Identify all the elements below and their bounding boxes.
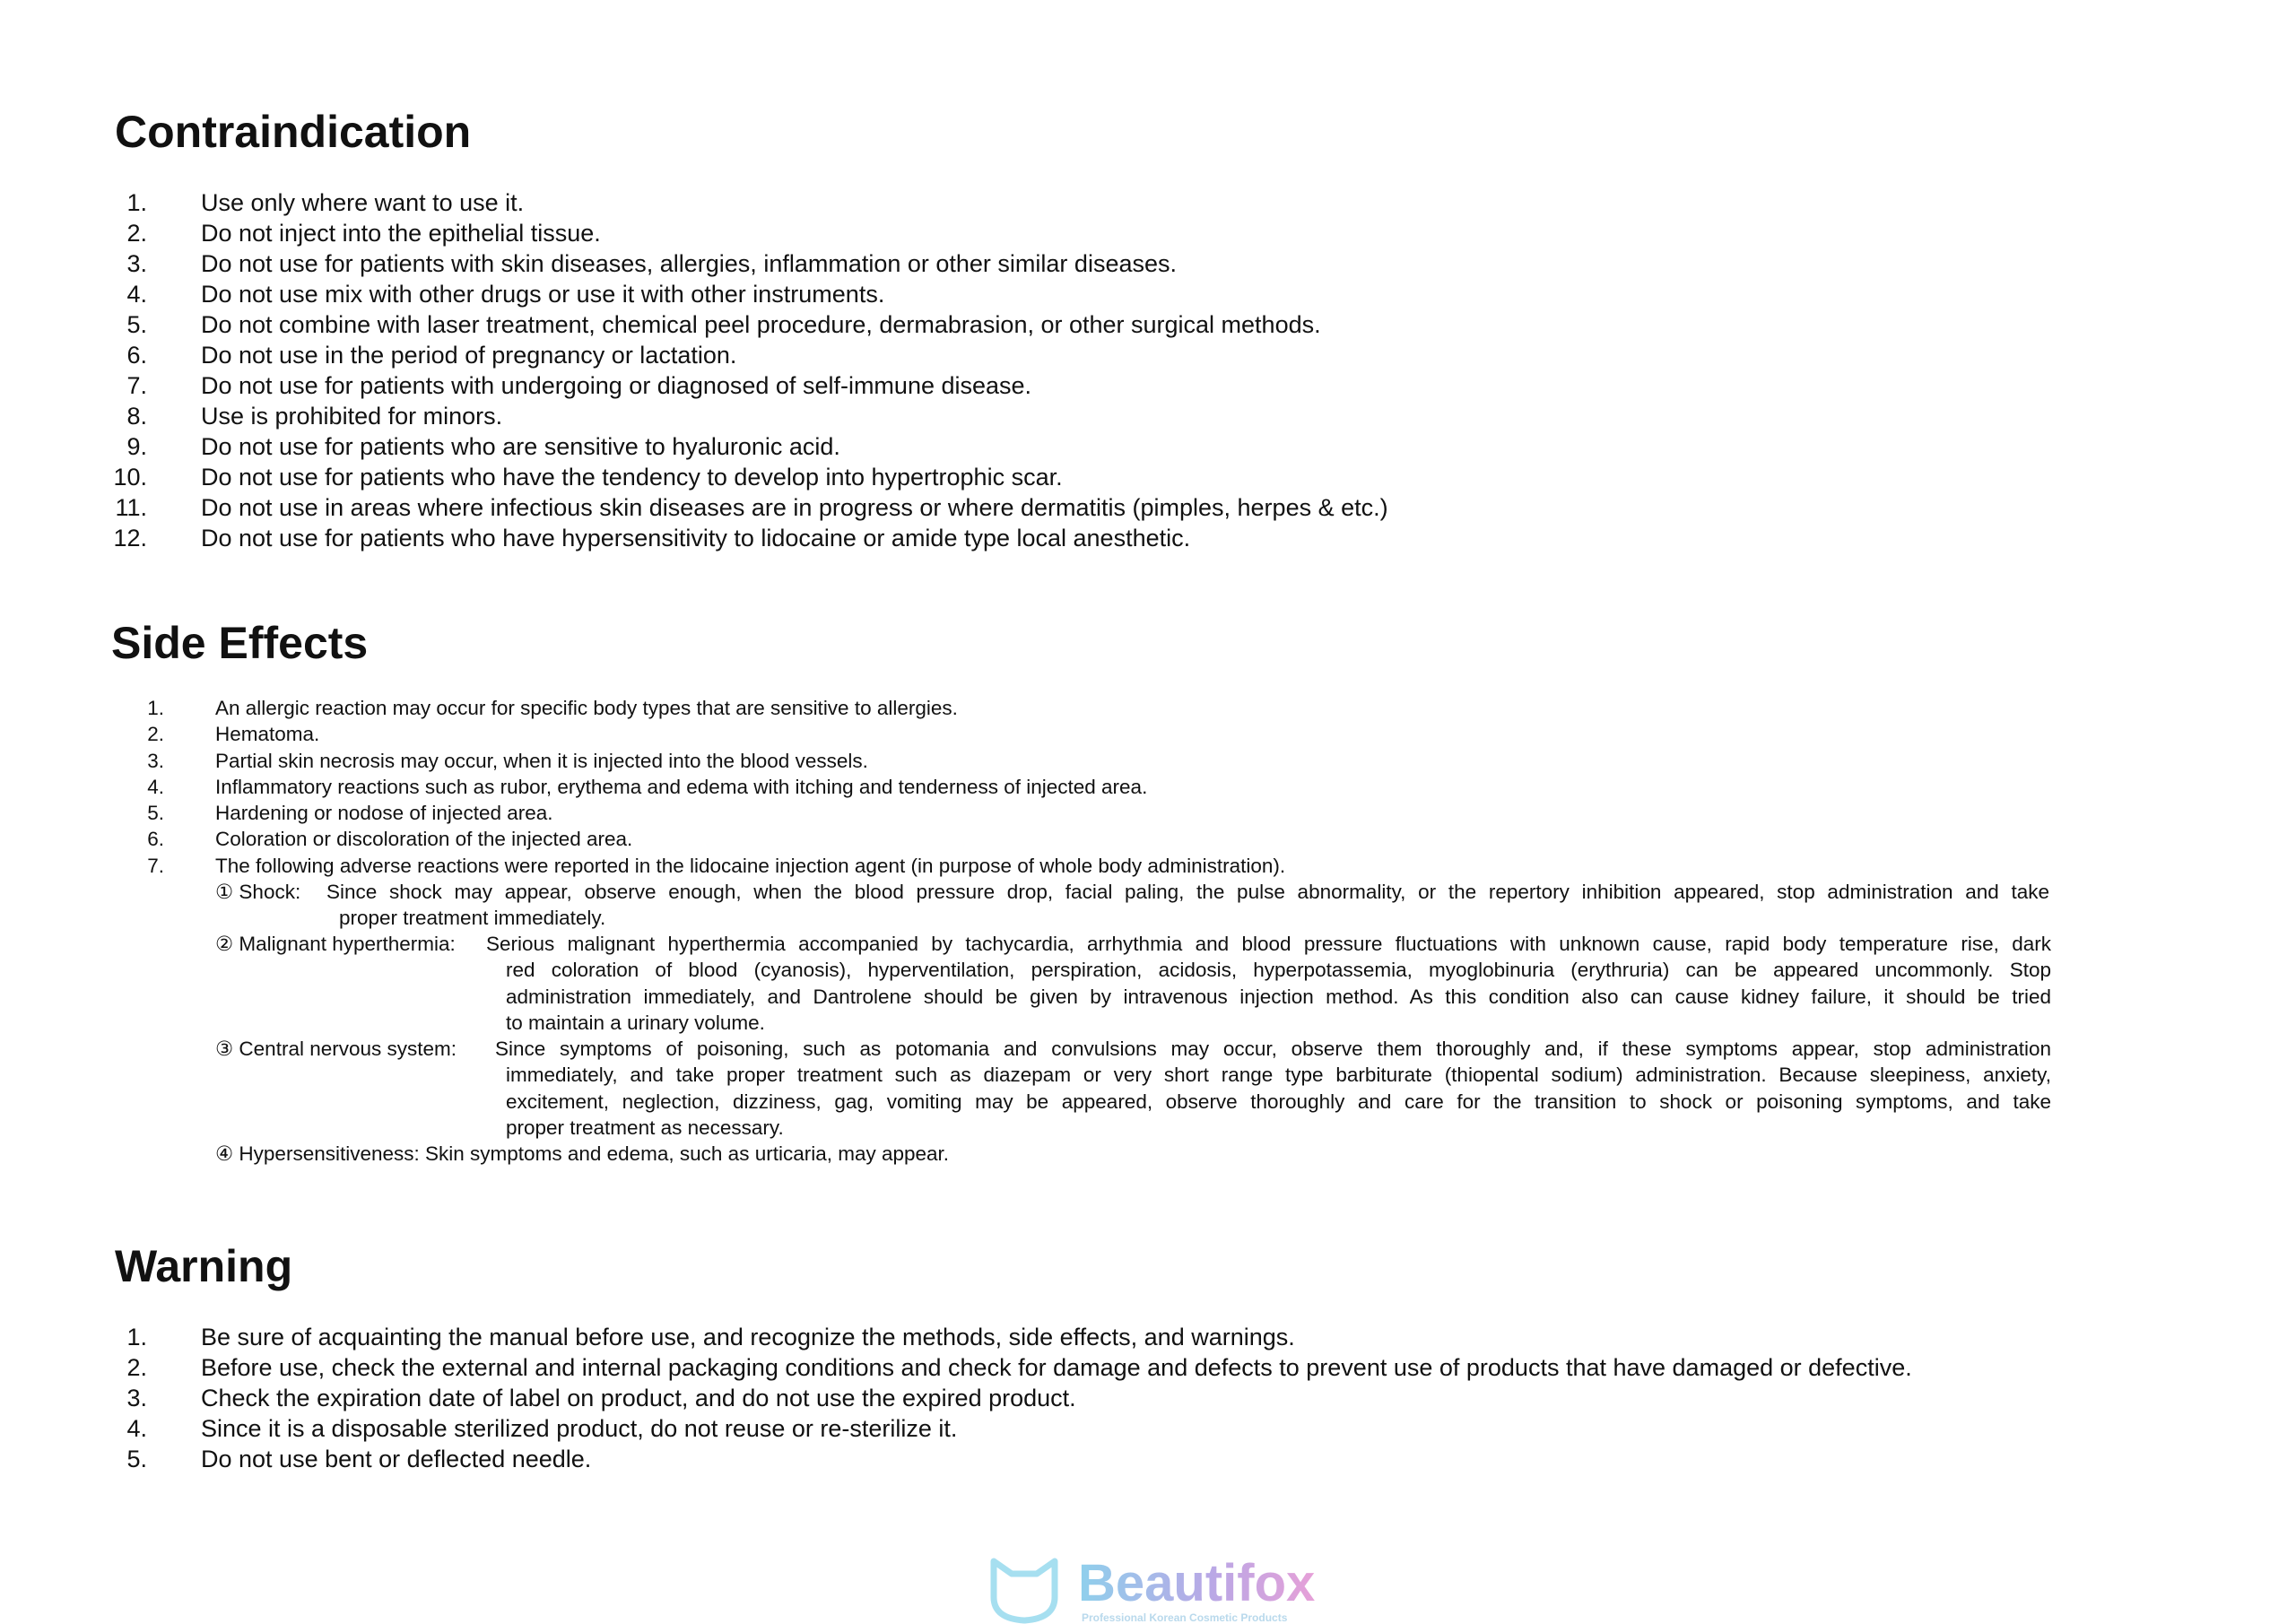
- side-effects-title: Side Effects: [111, 618, 369, 668]
- item-text: Hematoma.: [215, 723, 320, 746]
- item-text: Do not combine with laser treatment, chemical peel procedure, dermabrasion, or other surgical methods.: [201, 311, 1321, 338]
- sub-item-line: immediately, and take proper treatment such as diazepam or very short range type barbiturate (thiopental sodium) administration. Because sleepiness, anxiety,: [506, 1064, 2051, 1087]
- item-text: Do not use for patients with undergoing or diagnosed of self-immune disease.: [201, 372, 1032, 399]
- sub-item-line: red coloration of blood (cyanosis), hyperventilation, perspiration, acidosis, hyperpotassemia, myoglobinuria (erythruria) can be appeared uncommonly. Stop: [506, 959, 2051, 982]
- sub-item-line: administration immediately, and Dantrolene should be given by intravenous injection method. As this condition also can cause kidney failure, it should be tried: [506, 985, 2051, 1008]
- item-text: Check the expiration date of label on product, and do not use the expired product.: [201, 1385, 1076, 1411]
- item-number: 3.: [126, 1385, 147, 1411]
- sub-item-line: Since shock may appear, observe enough, when the blood pressure drop, facial paling, the pulse abnormality, or the repertory inhibition appeared, stop administration and take: [326, 881, 2049, 903]
- item-text: Before use, check the external and internal packaging conditions and check for damage and defects to prevent use of products that have damaged or defective.: [201, 1354, 1912, 1381]
- brand-name: Beautifox: [1078, 1554, 1316, 1612]
- sub-item-shock: [215, 879, 2049, 932]
- item-number: 4.: [126, 281, 147, 308]
- sub-item-line: excitement, neglection, dizziness, gag, vomiting may be appeared, observe thoroughly and care for the transition to shock or poisoning symptoms, and take: [506, 1090, 2051, 1113]
- item-text: Do not use in the period of pregnancy or lactation.: [201, 342, 737, 369]
- item-text: Do not inject into the epithelial tissue.: [201, 220, 601, 247]
- item-text: Hardening or nodose of injected area.: [215, 802, 553, 825]
- item-text: Do not use mix with other drugs or use it with other instruments.: [201, 281, 885, 308]
- item-number: 1.: [126, 189, 147, 216]
- item-text: Do not use for patients who are sensitive to hyaluronic acid.: [201, 433, 840, 460]
- item-number: 11.: [115, 494, 147, 521]
- sub-item-malignant-hyperthermia: [215, 931, 2051, 1036]
- item-number: 2.: [147, 723, 164, 746]
- item-text: Use is prohibited for minors.: [201, 403, 503, 430]
- item-number: 2.: [126, 1354, 147, 1381]
- sub-item-line: Since symptoms of poisoning, such as potomania and convulsions may occur, observe them thoroughly and, if these symptoms appear, stop administration: [495, 1038, 2051, 1060]
- item-number: 3.: [147, 749, 164, 772]
- sub-item-label: ① Shock:: [215, 881, 301, 903]
- sub-item-line: proper treatment as necessary.: [506, 1116, 784, 1139]
- item-number: 5.: [147, 802, 164, 825]
- item-text: Do not use for patients who have hypersensitivity to lidocaine or amide type local anesthetic.: [201, 525, 1191, 551]
- item-number: 12.: [113, 525, 147, 551]
- sub-item-label: ② Malignant hyperthermia:: [215, 933, 456, 955]
- item-number: 5.: [126, 311, 147, 338]
- item-number: 7.: [147, 854, 164, 877]
- item-text: Do not use for patients with skin diseases, allergies, inflammation or other similar diseases.: [201, 250, 1177, 277]
- sub-item-text: Skin symptoms and edema, such as urticaria, may appear.: [425, 1142, 950, 1165]
- item-text: The following adverse reactions were reported in the lidocaine injection agent (in purpose of whole body administration).: [215, 854, 1286, 877]
- item-text: Do not use bent or deflected needle.: [201, 1446, 592, 1472]
- item-number: 6.: [126, 342, 147, 369]
- item-text: Since it is a disposable sterilized product, do not reuse or re-sterilize it.: [201, 1415, 958, 1442]
- fox-head-icon: [987, 1556, 1062, 1624]
- warning-title: Warning: [115, 1241, 293, 1291]
- sub-item-line: proper treatment immediately.: [339, 907, 606, 930]
- item-number: 5.: [126, 1446, 147, 1472]
- item-number: 10.: [113, 464, 147, 491]
- item-number: 1.: [126, 1324, 147, 1350]
- sub-item-hypersensitiveness: [215, 1141, 1292, 1167]
- item-number: 9.: [126, 433, 147, 460]
- item-number: 6.: [147, 828, 164, 851]
- item-number: 1.: [147, 697, 164, 719]
- item-text: Be sure of acquainting the manual before use, and recognize the methods, side effects, and warnings.: [201, 1324, 1295, 1350]
- item-text: Inflammatory reactions such as rubor, erythema and edema with itching and tenderness of injected area.: [215, 775, 1148, 798]
- item-text: Coloration or discoloration of the injected area.: [215, 828, 633, 851]
- item-number: 2.: [126, 220, 147, 247]
- contraindication-title: Contraindication: [115, 107, 472, 157]
- item-text: Do not use for patients who have the tendency to develop into hypertrophic scar.: [201, 464, 1063, 491]
- item-number: 8.: [126, 403, 147, 430]
- sub-item-central-nervous-system: [215, 1036, 2051, 1141]
- sub-item-label: ④ Hypersensitiveness:: [215, 1142, 420, 1165]
- item-text: An allergic reaction may occur for specific body types that are sensitive to allergies.: [215, 697, 958, 719]
- sub-item-label: ③ Central nervous system:: [215, 1038, 457, 1060]
- brand-tagline: Professional Korean Cosmetic Products: [1082, 1611, 1288, 1624]
- item-number: 7.: [126, 372, 147, 399]
- item-text: Use only where want to use it.: [201, 189, 525, 216]
- item-number: 4.: [147, 775, 164, 798]
- sub-item-line: to maintain a urinary volume.: [506, 1011, 765, 1034]
- item-number: 3.: [126, 250, 147, 277]
- sub-item-line: Serious malignant hyperthermia accompanied by tachycardia, arrhythmia and blood pressure fluctuations with unknown cause, rapid body temperature rise, dark: [486, 933, 2051, 955]
- brand-logo: [987, 1556, 1345, 1624]
- item-number: 4.: [126, 1415, 147, 1442]
- item-text: Partial skin necrosis may occur, when it is injected into the blood vessels.: [215, 749, 868, 772]
- item-text: Do not use in areas where infectious skin diseases are in progress or where dermatitis (pimples, herpes & etc.): [201, 494, 1388, 521]
